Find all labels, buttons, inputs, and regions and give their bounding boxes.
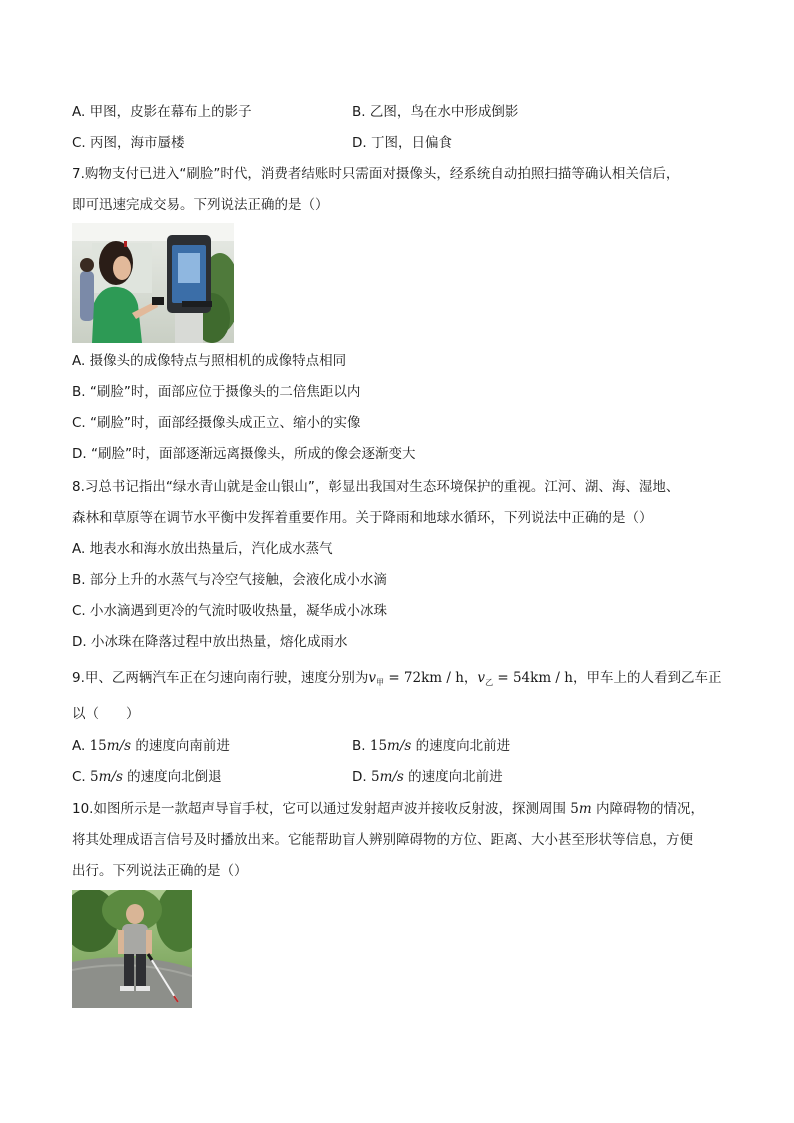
q9-option-c-label: C. — [72, 769, 91, 785]
q9-separator: ， — [463, 670, 478, 686]
q9-option-b-label: B. — [352, 738, 370, 754]
guide-cane-photo — [72, 890, 192, 1008]
q10-distance-unit: m — [578, 801, 592, 817]
q9-v-yi-value: = 54km / h — [493, 670, 573, 686]
q7-option-a: A. 摄像头的成像特点与照相机的成像特点相同 — [72, 353, 347, 369]
q7-option-d: D. “刷脸”时，面部逐渐远离摄像头，所成的像会逐渐变大 — [72, 446, 416, 462]
q7-option-b: B. “刷脸”时，面部应位于摄像头的二倍焦距以内 — [72, 384, 361, 400]
face-payment-illustration — [72, 223, 234, 343]
q8-stem-line1: 8.习总书记指出“绿水青山就是金山银山”，彰显出我国对生态环境保护的重视。江河、湖、海、湿地、 — [72, 479, 680, 495]
q10-stem-line3: 出行。下列说法正确的是（） — [72, 863, 248, 879]
guide-cane-illustration — [72, 890, 192, 1008]
q8-stem-line2: 森林和草原等在调节水平衡中发挥着重要作用。关于降雨和地球水循环，下列说法中正确的是（） — [72, 510, 653, 526]
q9-option-a-unit: m/s — [106, 738, 132, 754]
q9-stem-line2: 以（ ） — [72, 706, 140, 722]
q9-option-a-number: 15 — [89, 738, 107, 754]
q6-option-d: D. 丁图，日偏食 — [352, 135, 452, 151]
q9-option-d-number: 5 — [370, 769, 380, 785]
q9-option-c-unit: m/s — [98, 769, 123, 785]
q9-option-a-text: 的速度向南前进 — [131, 738, 230, 754]
q6-option-c: C. 丙图，海市蜃楼 — [72, 135, 185, 151]
q8-option-d: D. 小冰珠在降落过程中放出热量，熔化成雨水 — [72, 634, 348, 650]
q7-stem-line1: 7.购物支付已进入“刷脸”时代，消费者结账时只需面对摄像头，经系统自动拍照扫描等确认相关信后， — [72, 166, 680, 182]
q7-stem-line2: 即可迅速完成交易。下列说法正确的是（） — [72, 197, 329, 213]
q9-stem-text-b: ，甲车上的人看到乙车正 — [572, 670, 722, 686]
q10-stem-text-b: 内障碍物的情况， — [591, 801, 704, 817]
q9-option-a-label: A. — [72, 738, 90, 754]
q9-option-b-text: 的速度向北前进 — [411, 738, 511, 754]
q9-option-d-unit: m/s — [379, 769, 404, 785]
q9-stem-line1 — [72, 668, 721, 693]
q9-v-jia-symbol: v — [368, 670, 377, 686]
q6-option-b: B. 乙图，鸟在水中形成倒影 — [352, 104, 519, 120]
q9-v-yi-subscript: 乙 — [485, 678, 494, 687]
q9-option-b — [352, 736, 510, 756]
q9-v-yi-symbol: v — [477, 670, 486, 686]
q9-option-d-text: 的速度向北前进 — [403, 769, 503, 785]
q6-option-a: A. 甲图，皮影在幕布上的影子 — [72, 104, 252, 120]
q10-stem-line2: 将其处理成语言信号及时播放出来。它能帮助盲人辨别障碍物的方位、距离、大小甚至形状等信息，方便 — [72, 832, 693, 848]
q8-option-b: B. 部分上升的水蒸气与冷空气接触，会液化成小水滴 — [72, 572, 387, 588]
face-payment-photo — [72, 223, 234, 343]
q10-distance-number: 5 — [570, 801, 579, 817]
q9-option-b-number: 15 — [369, 738, 388, 754]
q9-option-c — [72, 767, 222, 787]
q9-option-d — [352, 767, 503, 787]
q9-option-d-label: D. — [352, 769, 371, 785]
q9-v-jia-subscript: 甲 — [376, 678, 385, 687]
q9-v-jia-value: = 72km / h — [384, 670, 464, 686]
q9-option-a — [72, 736, 230, 756]
q10-stem-line1 — [72, 799, 704, 819]
q9-option-b-unit: m/s — [387, 738, 412, 754]
q9-option-c-number: 5 — [90, 769, 99, 785]
q8-option-c: C. 小水滴遇到更冷的气流时吸收热量，凝华成小冰珠 — [72, 603, 388, 619]
q8-option-a: A. 地表水和海水放出热量后，汽化成水蒸气 — [72, 541, 333, 557]
q9-option-c-text: 的速度向北倒退 — [122, 769, 222, 785]
q9-stem-text-a: 9.甲、乙两辆汽车正在匀速向南行驶，速度分别为 — [72, 670, 369, 686]
q10-stem-text-a: 10.如图所示是一款超声导盲手杖，它可以通过发射超声波并接收反射波，探测周围 — [72, 801, 571, 817]
q7-option-c: C. “刷脸”时，面部经摄像头成正立、缩小的实像 — [72, 415, 361, 431]
